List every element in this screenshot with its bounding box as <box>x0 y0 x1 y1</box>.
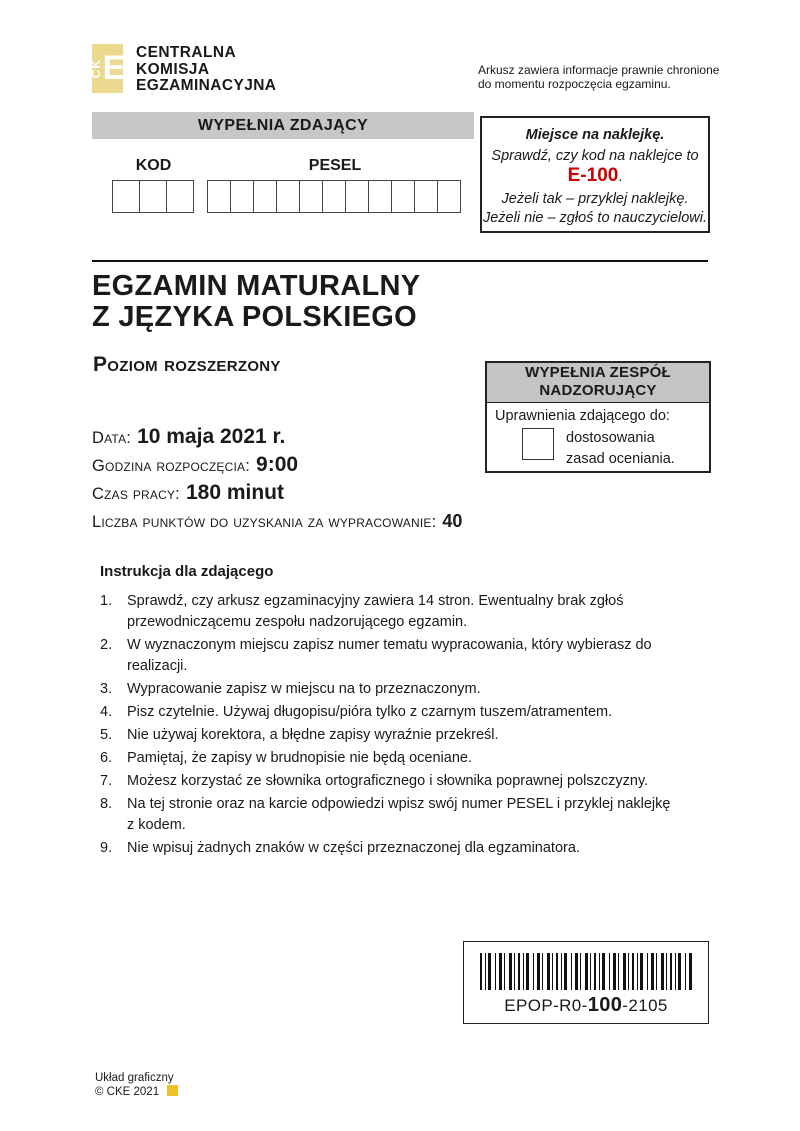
kod-cell[interactable] <box>166 180 194 213</box>
pesel-cell[interactable] <box>437 180 461 213</box>
instruction-item: Pisz czytelnie. Używaj długopisu/pióra tylko z czarnym tuszem/atramentem. <box>127 704 613 720</box>
logo-ck-letters: CK <box>88 58 103 79</box>
instruction-item: Na tej stronie oraz na karcie odpowiedzi wpisz swój numer PESEL i przyklej naklejkę z kodem. <box>127 796 671 833</box>
kod-cell[interactable] <box>139 180 167 213</box>
accommodation-row <box>495 428 701 470</box>
date-label: Data: <box>92 429 132 447</box>
title-divider <box>92 260 708 262</box>
sticker-code-line <box>482 165 708 187</box>
pesel-cell[interactable] <box>391 180 415 213</box>
candidate-section-header: WYPEŁNIA ZDAJĄCY <box>92 112 474 139</box>
supervisor-header-line2: NADZORUJĄCY <box>539 382 657 399</box>
instructions-list <box>100 591 680 861</box>
entitlement-text: Uprawnienia zdającego do: <box>495 408 670 424</box>
instruction-item: Pamiętaj, że zapisy w brudnopisie nie będą oceniane. <box>127 750 472 766</box>
pesel-cell[interactable] <box>207 180 231 213</box>
sticker-placement-box <box>480 116 710 233</box>
barcode-icon <box>480 953 692 990</box>
org-name-line1: CENTRALNA <box>136 44 237 61</box>
pesel-label: PESEL <box>308 157 362 174</box>
supervisor-header-line1: WYPEŁNIA ZESPÓŁ <box>525 364 671 381</box>
start-time-value: 9:00 <box>256 453 299 476</box>
barcode-code: 100 <box>587 994 623 1016</box>
cke-header <box>88 44 277 95</box>
sticker-if-yes: Jeżeli tak – przyklej naklejkę. <box>501 191 689 207</box>
org-name-line3: EGZAMINACYJNA <box>136 77 277 94</box>
barcode-prefix: EPOP-R0- <box>504 996 588 1015</box>
duration-label: Czas pracy: <box>92 485 180 503</box>
detail-row-points <box>92 508 462 536</box>
instruction-item: Sprawdź, czy arkusz egzaminacyjny zawiera 14 stron. Ewentualny brak zgłoś przewodniczącemu zespołu nadzorującego egzamin. <box>127 593 624 630</box>
barcode-box <box>463 941 709 1024</box>
sticker-code: E-100 <box>567 165 619 186</box>
legal-note <box>478 63 719 91</box>
footer-line2 <box>95 1085 178 1099</box>
duration-value: 180 minut <box>185 481 284 504</box>
pesel-cell[interactable] <box>276 180 300 213</box>
start-time-label: Godzina rozpoczęcia: <box>92 457 251 475</box>
exam-title-line2: Z JĘZYKA POLSKIEGO <box>92 301 417 333</box>
detail-row-date <box>92 424 462 452</box>
accommodation-label <box>566 428 675 470</box>
supervisor-box-header <box>487 363 709 403</box>
barcode-suffix: -2105 <box>622 996 668 1015</box>
detail-row-duration <box>92 480 462 508</box>
instructions-title: Instrukcja dla zdającego <box>100 563 274 580</box>
pesel-cell[interactable] <box>368 180 392 213</box>
exam-level: Poziom rozszerzony <box>93 353 281 376</box>
barcode-text <box>464 994 708 1017</box>
accommodation-label-line1: dostosowania <box>566 430 655 446</box>
supervisor-box-body <box>487 403 709 470</box>
gold-square-icon <box>167 1085 178 1096</box>
kod-cells <box>113 180 194 213</box>
instruction-item: Możesz korzystać ze słownika ortograficznego i słownika poprawnej polszczyzny. <box>127 773 649 789</box>
logo-e-letter: E <box>102 48 126 87</box>
legal-note-line2: do momentu rozpoczęcia egzaminu. <box>478 77 671 91</box>
points-value: 40 <box>442 511 463 531</box>
instruction-item: Nie wpisuj żadnych znaków w części przeznaczonej dla egzaminatora. <box>127 840 580 856</box>
points-label: Liczba punktów do uzyskania za wypracowanie: <box>92 513 437 531</box>
exam-title-line1: EGZAMIN MATURALNY <box>92 270 421 302</box>
pesel-cell[interactable] <box>253 180 277 213</box>
organization-name <box>136 44 276 95</box>
sticker-check-text: Sprawdź, czy kod na naklejce to <box>491 148 699 164</box>
sticker-if-no: Jeżeli nie – zgłoś to nauczycielowi. <box>482 210 708 226</box>
pesel-cell[interactable] <box>322 180 346 213</box>
pesel-cell[interactable] <box>414 180 438 213</box>
sticker-title: Miejsce na naklejkę. <box>525 127 665 143</box>
accommodation-label-line2: zasad oceniania. <box>566 451 675 467</box>
detail-row-start-time <box>92 452 462 480</box>
kod-cell[interactable] <box>112 180 140 213</box>
instruction-item: W wyznaczonym miejscu zapisz numer tematu wypracowania, który wybierasz do realizacji. <box>127 637 652 674</box>
instruction-item: Wypracowanie zapisz w miejscu na to przeznaczonym. <box>127 681 481 697</box>
pesel-cell[interactable] <box>230 180 254 213</box>
legal-note-line1: Arkusz zawiera informacje prawnie chronione <box>478 63 720 77</box>
sticker-code-period: . <box>618 169 623 185</box>
instruction-item: Nie używaj korektora, a błędne zapisy wyraźnie przekreśl. <box>127 727 499 743</box>
pesel-cell[interactable] <box>345 180 369 213</box>
cke-logo-icon <box>88 44 126 93</box>
supervisor-box <box>485 361 711 473</box>
pesel-cells <box>208 180 461 213</box>
footer-copyright: © CKE 2021 <box>95 1086 160 1098</box>
org-name-line2: KOMISJA <box>136 60 210 78</box>
pesel-cell[interactable] <box>299 180 323 213</box>
footer-line1: Układ graficzny <box>95 1072 174 1084</box>
accommodation-checkbox[interactable] <box>522 428 554 460</box>
kod-label: KOD <box>135 157 172 174</box>
exam-details <box>92 424 462 536</box>
footer <box>95 1071 178 1099</box>
date-value: 10 maja 2021 r. <box>137 425 286 448</box>
exam-title <box>92 271 420 333</box>
